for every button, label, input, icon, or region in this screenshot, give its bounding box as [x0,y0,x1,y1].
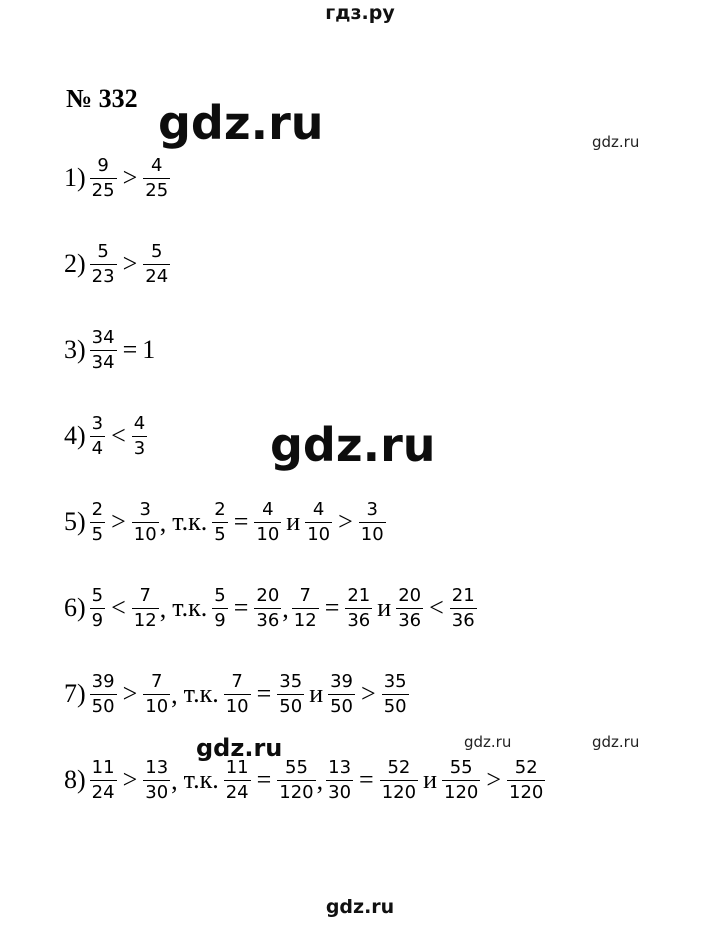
fraction: $\frac{52}{120}$ [509,756,544,803]
solution-line-8 [64,750,546,810]
solution-line-6 [64,578,478,638]
solution-line-2 [64,234,171,294]
solution-line-7 [64,664,410,724]
line-label: 2) [64,249,86,278]
operator: < [429,593,444,622]
and-text: и [286,507,301,536]
fraction: $\frac{11}{24}$ [91,756,115,803]
fraction: $\frac{35}{50}$ [383,670,407,717]
fraction: $\frac{55}{120}$ [279,756,314,803]
fraction: $\frac{4}{3}$ [133,412,146,459]
operator: = [256,765,272,794]
fraction: $\frac{5}{23}$ [91,240,115,287]
operator: > [122,249,138,278]
comma: , [171,766,178,795]
line-label: 3) [64,335,86,364]
fraction: $\frac{2}{5}$ [91,498,104,545]
fraction: $\frac{7}{10}$ [225,670,249,717]
fraction: $\frac{5}{9}$ [91,584,104,631]
fraction: $\frac{9}{25}$ [91,154,115,201]
operator: < [111,593,126,622]
operator: = [233,507,249,536]
because-text: т.к. [172,507,208,536]
fraction: $\frac{7}{12}$ [293,584,317,631]
fraction: $\frac{39}{50}$ [330,670,354,717]
operator: = [233,593,249,622]
fraction: $\frac{4}{25}$ [145,154,169,201]
watermark-small-bottom-1: gdz.ru [464,733,512,751]
site-footer: gdz.ru [325,896,395,918]
operator: > [361,679,376,708]
fraction: $\frac{13}{30}$ [328,756,352,803]
fraction: $\frac{3}{10}$ [360,498,384,545]
comma: , [159,594,167,623]
operator: = [256,679,272,708]
line-label: 5) [64,507,86,536]
operator: > [122,679,138,708]
and-text: и [309,679,324,708]
operator: > [486,765,502,794]
fraction: $\frac{4}{10}$ [256,498,280,545]
fraction: $\frac{21}{36}$ [451,584,475,631]
fraction: $\frac{39}{50}$ [91,670,115,717]
operator: = [122,335,138,364]
watermark-medium-bottom: gdz.ru [196,734,283,762]
solution-line-4 [64,406,148,466]
fraction: $\frac{7}{10}$ [145,670,169,717]
fraction: $\frac{52}{120}$ [381,756,417,803]
solution-line-1 [64,148,171,208]
because-text: т.к. [183,765,219,794]
result-value: 1 [142,335,156,364]
line-label: 1) [64,163,86,192]
because-text: т.к. [183,679,219,708]
comma: , [171,680,178,709]
fraction: $\frac{3}{4}$ [91,412,104,459]
line-label: 7) [64,679,86,708]
fraction: $\frac{20}{36}$ [256,584,280,631]
solution-line-5 [64,492,387,552]
fraction: $\frac{3}{10}$ [133,498,157,545]
fraction: $\frac{4}{10}$ [307,498,331,545]
watermark-small-right: gdz.ru [592,133,640,151]
line-label: 8) [64,765,86,794]
fraction: $\frac{5}{9}$ [214,584,226,631]
line-label: 4) [64,421,86,450]
comma: , [282,594,289,623]
watermark-small-bottom-2: gdz.ru [592,733,640,751]
operator: > [111,507,126,536]
operator: < [111,421,126,450]
fraction: $\frac{55}{120}$ [444,756,479,803]
operator: > [122,163,138,192]
fraction: $\frac{13}{30}$ [145,756,169,803]
line-label: 6) [64,593,86,622]
operator: > [122,765,138,794]
and-text: и [377,593,392,622]
fraction: $\frac{5}{24}$ [145,240,169,287]
fraction: $\frac{11}{24}$ [225,756,249,803]
operator: = [359,765,374,794]
fraction: $\frac{2}{5}$ [214,498,226,545]
watermark-large-top: gdz.ru [158,96,324,150]
fraction: $\frac{20}{36}$ [398,584,422,631]
and-text: и [423,765,437,794]
fraction: $\frac{34}{34}$ [91,326,115,373]
operator: > [338,507,353,536]
fraction: $\frac{35}{50}$ [279,670,303,717]
fraction: $\frac{7}{12}$ [133,584,157,631]
because-text: т.к. [172,593,208,622]
watermark-large-middle: gdz.ru [270,418,436,472]
problem-title: № 332 [66,84,138,113]
operator: = [324,593,340,622]
fraction: $\frac{21}{36}$ [347,584,371,631]
comma: , [159,508,167,537]
comma: , [316,766,324,795]
site-header: гдз.ру [325,2,395,24]
solution-line-3 [64,320,155,380]
